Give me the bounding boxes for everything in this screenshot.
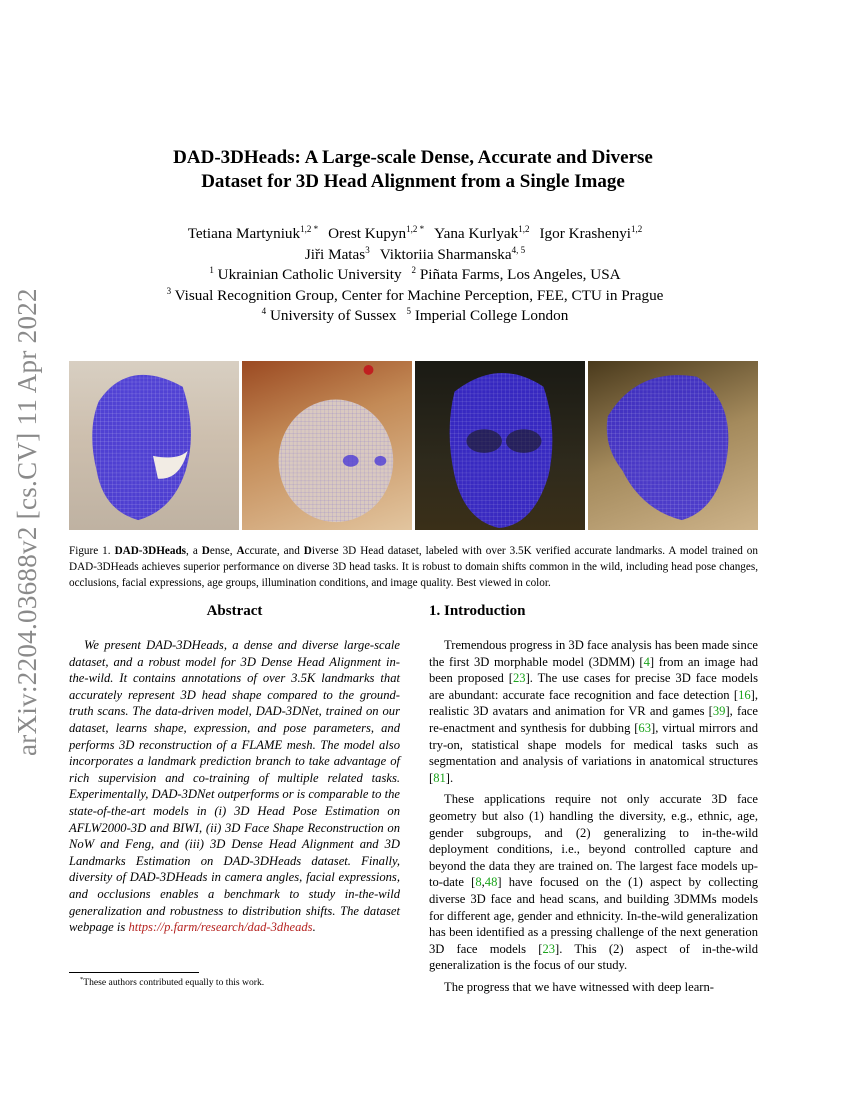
affiliation: Imperial College London <box>414 307 569 324</box>
text-run: ]. <box>445 770 454 785</box>
citation-link[interactable]: 81 <box>433 770 446 785</box>
abstract-heading: Abstract <box>206 603 263 619</box>
author-name: Yana Kurlyak <box>434 225 519 242</box>
caption-initial: A <box>236 545 245 557</box>
figure-caption <box>69 543 758 591</box>
abstract-text <box>69 637 400 936</box>
figure-panel-laughing-man <box>69 361 239 530</box>
caption-text: ccurate, and <box>244 545 304 557</box>
text-run: These applications require not only accurate 3D face geometry but also (1) handling the diversity, e.g., ethnic, age, gender subgroups, and (2) generalizing to in-the-wild deployment conditions, i.e., beyond controlled capture and beyond the data they are trained on. The largest face models up-to-date [ <box>429 792 758 890</box>
author-name: Orest Kupyn <box>328 225 407 242</box>
author-affil-mark: 3 <box>365 244 370 255</box>
arxiv-stamp: arXiv:2204.03688v2 [cs.CV] 11 Apr 2022 <box>12 288 42 757</box>
mesh-overlay-icon <box>415 361 585 530</box>
dataset-link[interactable]: https://p.farm/research/dad-3dheads <box>128 920 313 935</box>
footnote-text: These authors contributed equally to this work. <box>83 977 265 988</box>
author-name: Tetiana Martyniuk <box>187 225 301 242</box>
affil-number: 2 <box>411 265 417 275</box>
footnote-mark: * <box>80 976 84 983</box>
footnote <box>80 976 264 989</box>
text-run: ]. The use cases for precise 3D face models are abundant: accurate face recognition and face detection [ <box>429 671 758 702</box>
affil-number: 5 <box>406 306 412 316</box>
caption-initial: D <box>201 545 210 557</box>
author-affil-mark: 1,2 <box>631 224 643 234</box>
abstract-end: . <box>312 920 316 935</box>
citation-link[interactable]: 4 <box>643 654 650 669</box>
text-run: ], virtual mirrors and try-on, statistical shape models for medical tasks such as segmentation and analysis of variations in anatomical structures [ <box>429 720 758 785</box>
paper-title <box>100 146 726 193</box>
left-column <box>69 601 400 936</box>
mesh-overlay-icon <box>242 361 412 530</box>
affiliation: Piñata Farms, Los Angeles, USA <box>419 266 621 283</box>
affiliation: Visual Recognition Group, Center for Machine Perception, FEE, CTU in Prague <box>174 286 664 304</box>
figure-panel-woman <box>588 361 758 530</box>
citation-link[interactable]: 16 <box>738 687 751 702</box>
affiliation: Ukrainian Catholic University <box>217 266 402 283</box>
title-line-2: Dataset for 3D Head Alignment from a Single Image <box>201 170 625 192</box>
affiliation-line-1 <box>70 265 760 286</box>
author-block <box>70 224 760 327</box>
author-affil-mark: 4, 5 <box>511 244 526 255</box>
text-run: ], realistic 3D avatars and animation for VR and games [ <box>429 687 758 719</box>
text-run: Tremendous progress in 3D face analysis has been made since the first 3D morphable model (3DMM) [ <box>429 638 758 669</box>
text-run: ] have focused on the (1) aspect by collecting diverse 3D face and head scans, and building 3DMMs models for different age, gender and ethnicity. In-the-wild generalization has been identified as a pressing challenge of the next generation 3D face models [ <box>429 875 759 956</box>
introduction-heading: 1. Introduction <box>429 603 526 619</box>
citation-link[interactable]: 39 <box>712 704 726 719</box>
affil-number: 4 <box>261 306 267 316</box>
text-run: , <box>481 875 485 890</box>
author-affil-mark: 1,2 * <box>406 224 425 234</box>
author-name: Viktoriia Sharmanska <box>379 245 512 263</box>
figure-label: Figure 1. <box>69 545 111 557</box>
author-affil-mark: 1,2 <box>518 224 530 234</box>
intro-paragraph-3: The progress that we have witnessed with deep learn- <box>444 979 714 994</box>
mesh-overlay-icon <box>69 361 239 530</box>
abstract-body: We present DAD-3DHeads, a dense and diverse large-scale dataset, and a robust model for 3D Dense Head Alignment in-the-wild. It contains annotations of over 3.5K landmarks that accurately represent 3D head shape compared to the ground-truth scans. The data-driven model, DAD-3DNet, trained on our dataset, learns shape, expression, and pose parameters, and performs 3D reconstruction of a FLAME mesh. The model also incorporates a landmark prediction branch to take advantage of rich supervision and co-training of multiple related tasks. Experimentally, DAD-3DNet outperforms or is comparable to the state-of-the-art models in (i) 3D Head Pose Estimation on AFLW2000-3D and BIWI, (ii) 3D Face Shape Reconstruction on NoW and Feng, and (iii) 3D Dense Head Alignment and 3D Landmarks Estimation on DAD-3DHeads dataset. Finally, diversity of DAD-3DHeads in camera angles, facial expressions, and occlusions enables a benchmark to study in-the-wild generalization and robustness to distribution shifts. The dataset webpage is <box>69 638 400 935</box>
caption-text: ense, <box>209 545 237 557</box>
text-run: ]. This (2) aspect of in-the-wild generalization is the focus of our study. <box>429 941 758 973</box>
teaser-figure <box>69 361 758 530</box>
figure-panel-baby <box>242 361 412 530</box>
affiliation-line-2 <box>70 286 760 307</box>
author-name: Igor Krashenyi <box>539 225 632 242</box>
caption-text: , a <box>186 545 202 557</box>
affiliation: University of Sussex <box>269 307 397 324</box>
citation-link[interactable]: 63 <box>638 720 652 735</box>
affil-number: 1 <box>209 265 214 275</box>
citation-link[interactable]: 23 <box>542 941 556 956</box>
figure-panel-old-man <box>415 361 585 530</box>
author-affil-mark: 1,2 * <box>300 224 319 234</box>
citation-link[interactable]: 8 <box>475 875 482 890</box>
mesh-overlay-icon <box>588 361 758 530</box>
footnote-rule <box>69 972 199 973</box>
intro-paragraph-2 <box>429 791 758 974</box>
text-run: ], face re-enactment and synthesis for dubbing [ <box>429 704 758 735</box>
caption-text: iverse 3D Head dataset, labeled with over 3.5K verified accurate landmarks. A model trained on DAD-3DHeads achieves superior performance on diverse 3D head tasks. It is robust to domain shifts common in the wild, including head pose changes, occlusions, facial expressions, age groups, illumination conditions, and image quality. Best viewed in color. <box>69 545 758 589</box>
citation-link[interactable]: 48 <box>484 875 498 890</box>
author-line-1 <box>70 224 760 245</box>
affil-number: 3 <box>166 285 172 296</box>
citation-link[interactable]: 23 <box>512 671 526 686</box>
title-line-1: DAD-3DHeads: A Large-scale Dense, Accurate and Diverse <box>173 147 653 168</box>
intro-paragraph-1 <box>429 637 758 786</box>
author-name: Jiři Matas <box>304 245 366 263</box>
right-column <box>429 601 758 1000</box>
caption-initial: D <box>303 545 312 557</box>
dataset-name: DAD-3DHeads <box>114 545 187 557</box>
author-line-2 <box>70 245 760 266</box>
affiliation-line-3 <box>70 306 760 327</box>
text-run: ] from an image had been proposed [ <box>429 654 758 686</box>
